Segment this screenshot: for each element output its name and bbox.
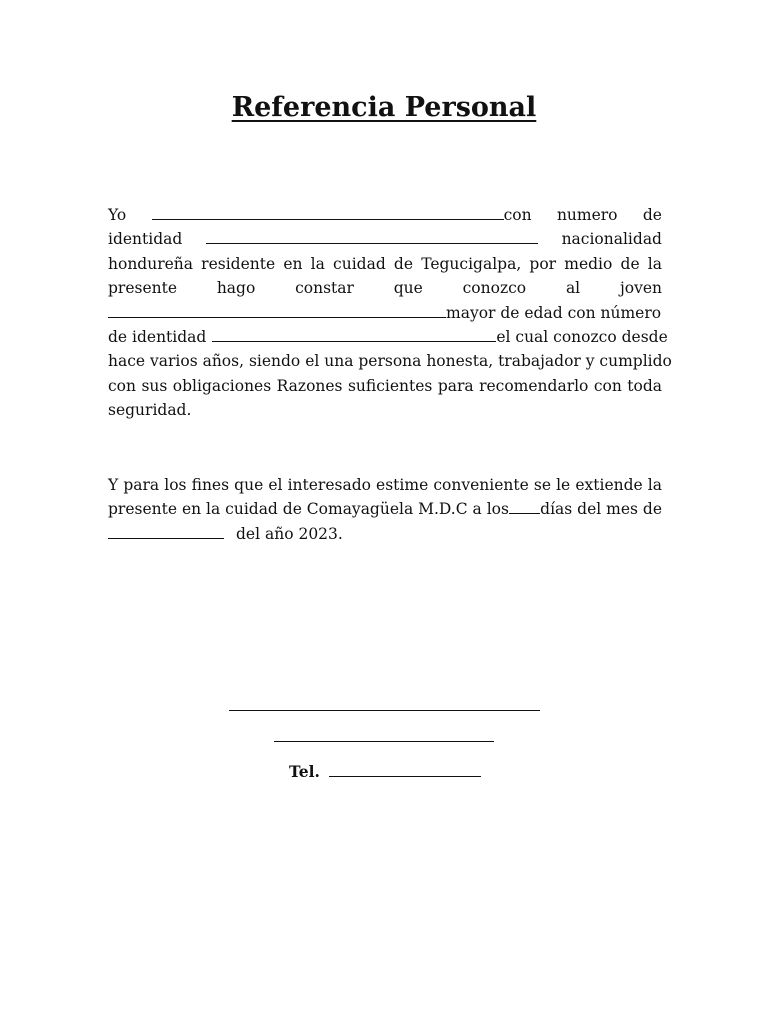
joven-name-blank [108,303,446,318]
p2-line-1 [108,473,662,497]
p1-line-3 [108,252,662,276]
word: con [503,206,532,224]
text-line: mayor de edad con número [446,303,662,322]
joven-id-blank [212,327,496,342]
paragraph-2 [108,473,662,546]
name-blank [152,205,504,220]
text-line: seguridad. [108,401,192,420]
text: el cual conozco desde [496,328,668,347]
tel-blank [329,762,481,777]
word: que [393,279,423,298]
word: al [565,279,581,298]
word: nacionalidad [561,230,662,249]
word: joven [619,279,662,298]
p1-line-7 [108,349,672,373]
p1-line-1 [108,203,662,227]
text: presente en la cuidad de Comayagüela M.D.C a los [108,500,509,519]
text-line: con sus obligaciones Razones suficientes para recomendarlo con toda [108,376,662,395]
text: del año 2023. [236,524,343,543]
text: de identidad [108,328,207,347]
paragraph-1 [108,203,672,423]
text-line: Y para los fines que el interesado estime conveniente se le extiende la [108,476,662,494]
day-blank [509,499,540,514]
text-line: hace varios años, siendo el una persona honesta, trabajador y cumplido [108,352,672,371]
word: de [642,206,662,224]
word: Yo [108,206,127,224]
text: días del mes de [540,500,662,519]
p1-line-2 [108,227,662,251]
tel-field [289,762,481,781]
tel-label: Tel. [289,762,320,781]
word: identidad [108,230,183,249]
p2-line-2 [108,497,662,521]
p1-line-6 [108,325,668,349]
word: conozco [462,279,527,298]
p2-line-3 [108,522,662,546]
text-line: hondureña residente en la cuidad de Tegucigalpa, por medio de la [108,254,662,273]
document-title: Referencia Personal [231,92,537,123]
p1-line-9 [108,398,662,422]
signature-line [229,710,540,711]
name-line [274,741,494,742]
p1-line-4 [108,276,662,300]
id-blank [206,229,538,244]
p1-line-5 [108,301,662,325]
word: hago [216,279,256,298]
word: presente [108,279,178,298]
word: constar [295,279,354,298]
word: numero [556,206,618,224]
month-blank [108,524,224,539]
p1-line-8 [108,374,662,398]
